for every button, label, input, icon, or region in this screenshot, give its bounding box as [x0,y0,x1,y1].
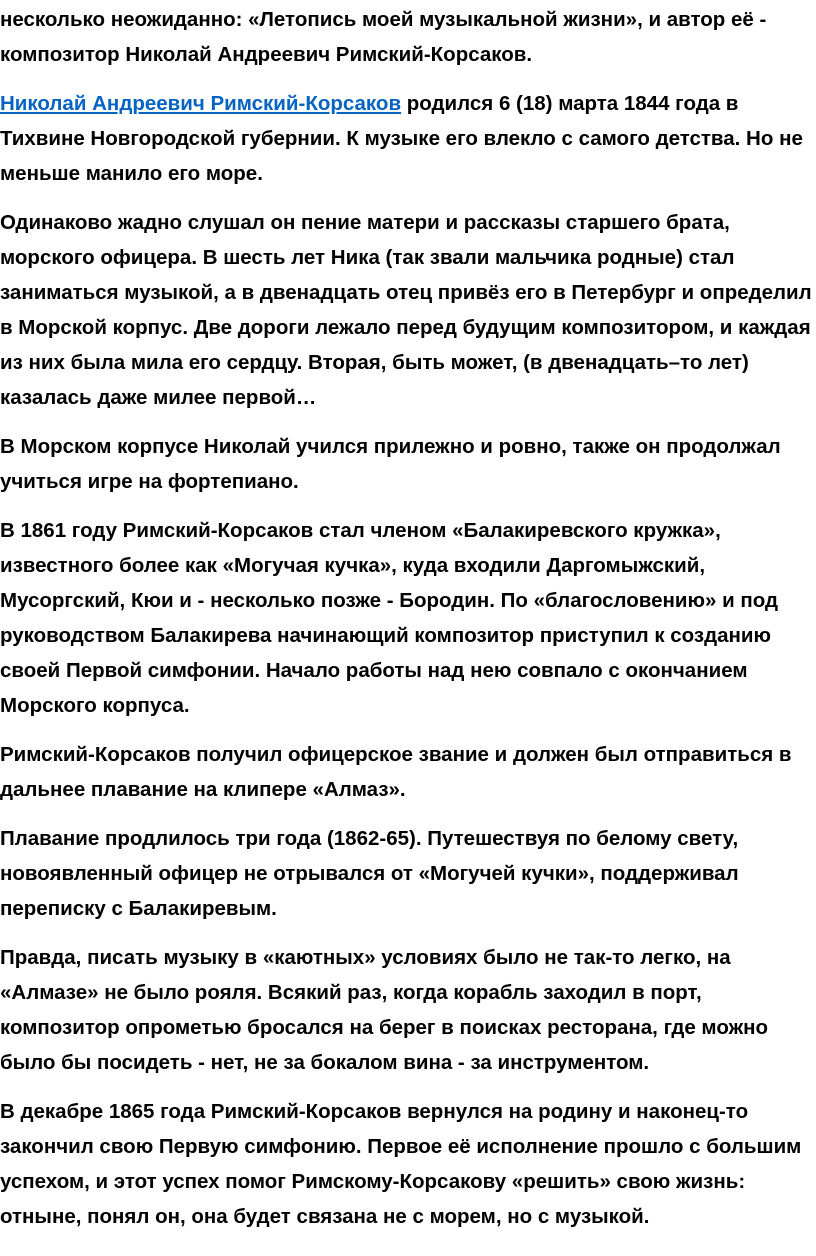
paragraph-mighty-handful: В 1861 году Римский-Корсаков стал членом «Балакиревского кружка», известного более как «Могучая кучка», куда входили Даргомыжский, Мусоргский, Кюи и - несколько позже - Бородин. По «благословению» и под руководством Балакирева начинающий композитор приступил к созданию своей Первой симфонии. Начало работы над нею совпало с окончанием Морского корпуса. [0,519,779,717]
paragraph-voyage: Плавание продлилось три года (1862-65). Путешествуя по белому свету, новоявленный офицер не отрывался от «Могучей кучки», поддерживал переписку с Балакиревым. [0,827,739,920]
paragraph-childhood: Одинаково жадно слушал он пение матери и рассказы старшего брата, морского офицера. В шесть лет Ника (так звали мальчика родные) стал заниматься музыкой, а в двенадцать отец привёз его в Петербург и определил в Морской корпус. Две дороги лежало перед будущим композитором, и каждая из них была мила его сердцу. Вторая, быть может, (в двенадцать–то лет) казалась даже милее первой… [0,211,812,409]
composer-link[interactable]: Николай Андреевич Римский-Корсаков [0,92,402,115]
paragraph-birth-text: родился 6 (18) марта 1844 года в Тихвине Новгородской губернии. К музыке его влекло с самого детства. Но не меньше манило его море. [0,92,803,185]
paragraph-intro: несколько неожиданно: «Летопись моей музыкальной жизни», и автор её - композитор Николай Андреевич Римский-Корсаков. [0,8,767,66]
paragraph-officer: Римский-Корсаков получил офицерское звание и должен был отправиться в дальнее плавание на клипере «Алмаз». [0,743,792,801]
paragraph-birth [0,86,812,191]
paragraph-no-piano: Правда, писать музыку в «каютных» условиях было не так-то легко, на «Алмазе» не было рояля. Всякий раз, когда корабль заходил в порт, композитор опрометью бросался на берег в поисках ресторана, где можно было бы посидеть - нет, не за бокалом вина - за инструментом. [0,946,769,1074]
paragraph-return: В декабре 1865 года Римский-Корсаков вернулся на родину и наконец-то закончил свою Первую симфонию. Первое её исполнение прошло с большим успехом, и этот успех помог Римскому-Корсакову «решить» свою жизнь: отныне, понял он, она будет связана не с морем, но с музыкой. [0,1100,802,1228]
paragraph-naval-corps: В Морском корпусе Николай учился прилежно и ровно, также он продолжал учиться игре на фортепиано. [0,435,781,493]
